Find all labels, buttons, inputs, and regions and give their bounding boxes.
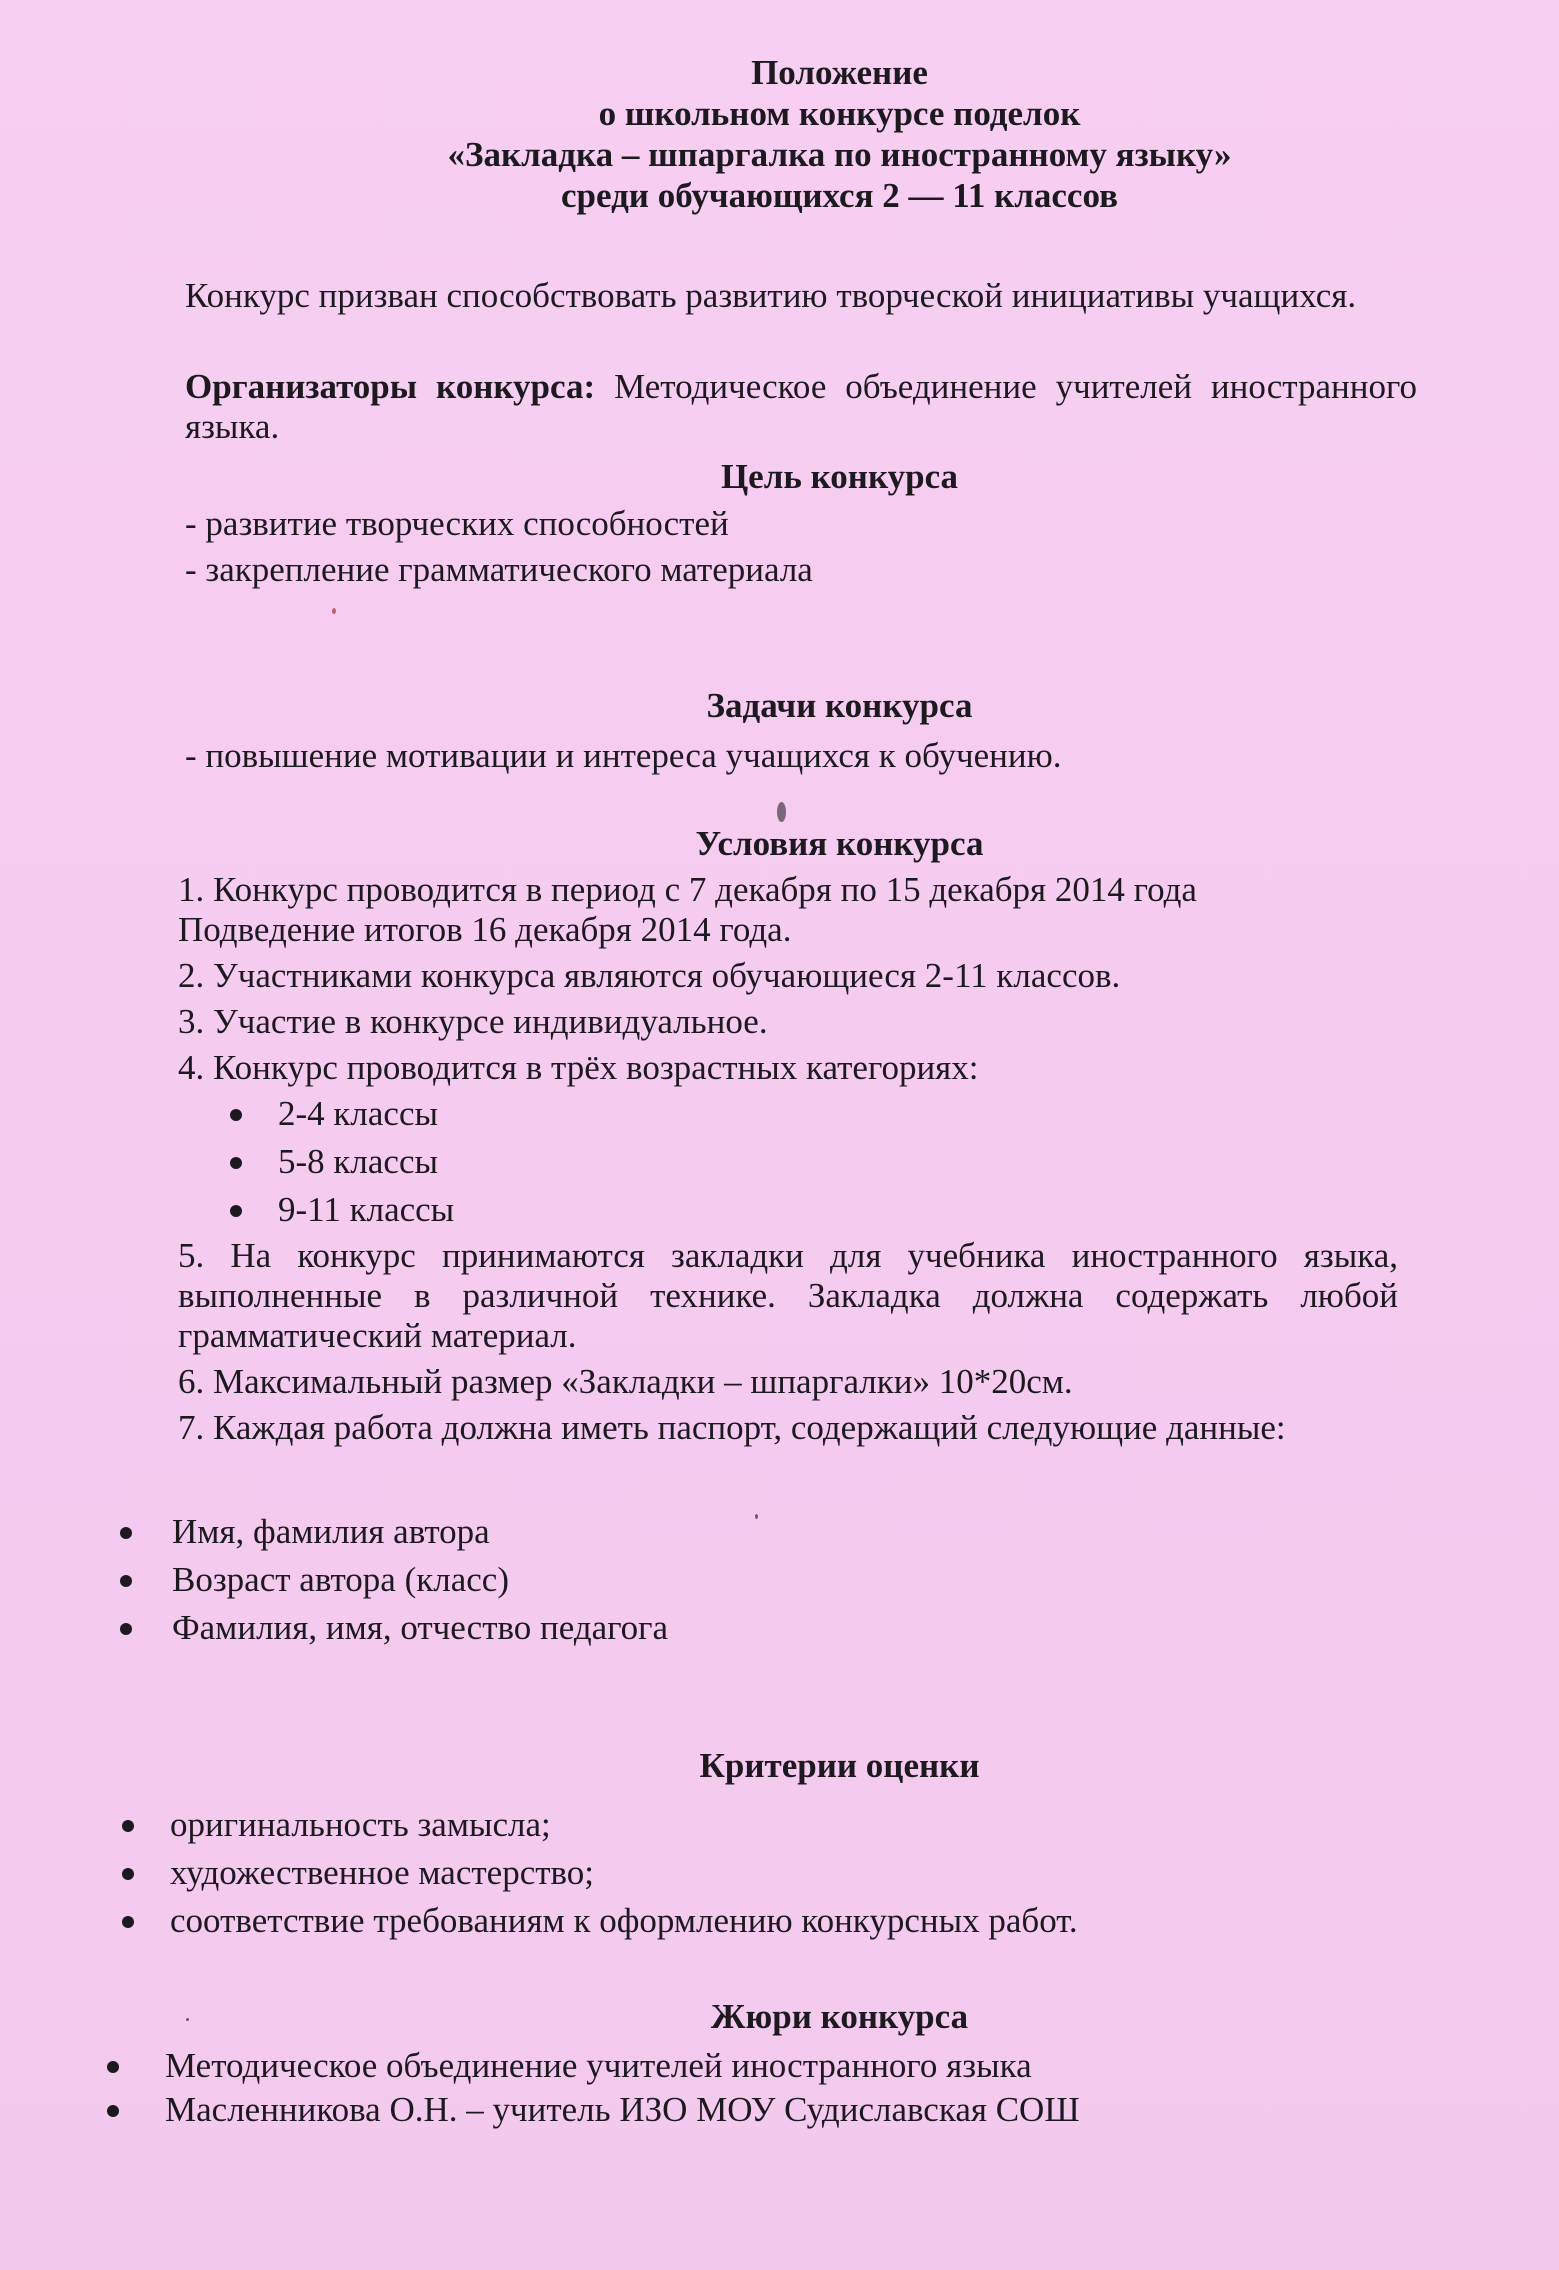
age-categories <box>178 1094 1410 1234</box>
condition-7: 7. Каждая работа должна иметь паспорт, содержащий следующие данные: <box>178 1408 1286 1447</box>
age-category-label: 9-11 классы <box>278 1190 455 1229</box>
criteria-item <box>120 1805 1420 1853</box>
age-category-label: 5-8 классы <box>278 1142 438 1181</box>
bullet-icon <box>107 2105 119 2117</box>
jury-item-label: Методическое объединение учителей иностранного языка <box>165 2046 1032 2085</box>
age-category <box>178 1094 1410 1142</box>
age-category <box>178 1190 1410 1234</box>
goal-list <box>185 504 1410 590</box>
header-subtitle: о школьном конкурсе поделок <box>598 94 1081 133</box>
criteria-item-label: соответствие требованиям к оформлению конкурсных работ. <box>170 1901 1078 1940</box>
bullet-icon <box>120 1575 132 1587</box>
passport-item-label: Возраст автора (класс) <box>172 1560 509 1599</box>
passport-item <box>120 1608 1420 1656</box>
bullet-icon <box>107 2061 119 2073</box>
header-contest-name: «Закладка – шпаргалка по иностранному языку» <box>447 135 1232 174</box>
bullet-icon <box>122 1916 134 1928</box>
passport-list <box>120 1512 1420 1656</box>
scan-speck <box>755 1514 758 1519</box>
conditions-title: Условия конкурса <box>695 824 984 863</box>
condition-6: 6. Максимальный размер «Закладки – шпаргалки» 10*20см. <box>178 1362 1073 1401</box>
intro-paragraph: Конкурс призван способствовать развитию творческой инициативы учащихся. <box>185 276 1357 315</box>
organizers-paragraph <box>185 367 1417 447</box>
bullet-icon <box>122 1868 134 1880</box>
criteria-title: Критерии оценки <box>699 1746 980 1785</box>
passport-item <box>120 1512 1420 1560</box>
goal-item: - закрепление грамматического материала <box>185 550 813 589</box>
bullet-icon <box>120 1527 132 1539</box>
organizers-text: Методическое объединение учителей иностранного языка. <box>185 367 1417 446</box>
criteria-list <box>120 1805 1420 1949</box>
jury-item <box>105 2090 1405 2134</box>
goal-item: - развитие творческих способностей <box>185 504 729 543</box>
age-category <box>178 1142 1410 1190</box>
scan-speck <box>777 802 786 822</box>
goal-title: Цель конкурса <box>720 457 959 496</box>
bullet-icon <box>230 1157 242 1169</box>
jury-item-label: Масленникова О.Н. – учитель ИЗО МОУ Судиславская СОШ <box>165 2090 1080 2129</box>
jury-title: Жюри конкурса <box>710 1997 969 2036</box>
tasks-item: - повышение мотивации и интереса учащихся к обучению. <box>185 736 1062 775</box>
criteria-item <box>120 1901 1420 1949</box>
condition-1-results: Подведение итогов 16 декабря 2014 года. <box>178 910 792 949</box>
jury-item <box>105 2046 1405 2090</box>
bullet-icon <box>230 1109 242 1121</box>
scan-speck <box>332 608 336 614</box>
criteria-item <box>120 1853 1420 1901</box>
condition-1: 1. Конкурс проводится в период с 7 декабря по 15 декабря 2014 года <box>178 870 1197 909</box>
jury-list <box>105 2046 1405 2134</box>
organizers-label: Организаторы конкурса: <box>185 367 596 406</box>
header-title: Положение <box>751 53 928 92</box>
header-participants: среди обучающихся 2 — 11 классов <box>561 176 1118 215</box>
conditions-list <box>178 870 1410 1448</box>
passport-item-label: Имя, фамилия автора <box>172 1512 490 1551</box>
tasks-title: Задачи конкурса <box>706 686 973 725</box>
condition-5: 5. На конкурс принимаются закладки для учебника иностранного языка, выполненные в различной технике. Закладка должна содержать любой грамматический материал. <box>178 1236 1398 1355</box>
criteria-item-label: оригинальность замысла; <box>170 1805 551 1844</box>
bullet-icon <box>120 1623 132 1635</box>
bullet-icon <box>230 1205 242 1217</box>
condition-3: 3. Участие в конкурсе индивидуальное. <box>178 1002 768 1041</box>
passport-item <box>120 1560 1420 1608</box>
condition-4: 4. Конкурс проводится в трёх возрастных категориях: <box>178 1048 979 1087</box>
passport-item-label: Фамилия, имя, отчество педагога <box>172 1608 669 1647</box>
scan-speck <box>186 2018 189 2021</box>
age-category-label: 2-4 классы <box>278 1094 438 1133</box>
bullet-icon <box>122 1820 134 1832</box>
condition-2: 2. Участниками конкурса являются обучающиеся 2-11 классов. <box>178 956 1121 995</box>
criteria-item-label: художественное мастерство; <box>170 1853 595 1892</box>
document-header <box>0 52 1559 216</box>
